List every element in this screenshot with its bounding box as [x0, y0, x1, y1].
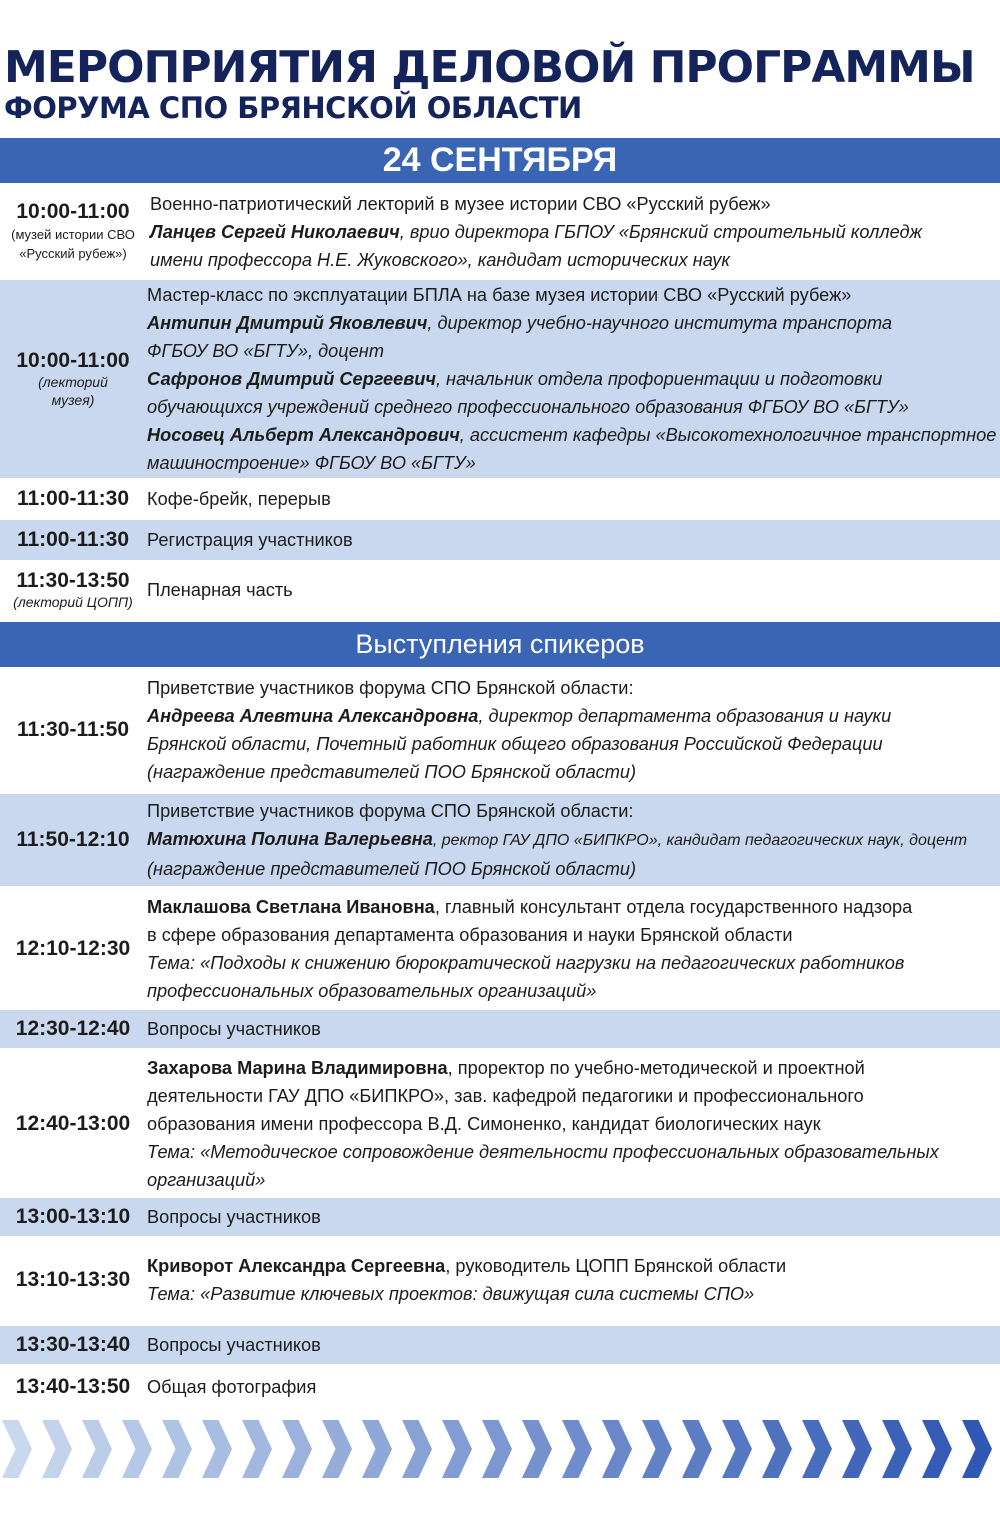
- speaker-line: [150, 218, 998, 246]
- speaker-role: , проректор по учебно-методической и проектной: [447, 1058, 865, 1078]
- event-content: [147, 670, 998, 790]
- speaker-role-cont: обучающихся учреждений среднего профессионального образования ФГБОУ ВО «БГТУ»: [147, 397, 909, 417]
- event-content: [147, 1198, 998, 1236]
- page-title: МЕРОПРИЯТИЯ ДЕЛОВОЙ ПРОГРАММЫ: [4, 42, 975, 93]
- time-range: 11:30-13:50: [16, 569, 130, 592]
- schedule-row: [0, 520, 1000, 560]
- speaker-role: , руководитель ЦОПП Брянской области: [445, 1256, 787, 1276]
- event-content: [147, 1010, 998, 1048]
- speaker-role-cont: образования имени профессора В.Д. Симоненко, кандидат биологических наук: [147, 1114, 821, 1134]
- time-range: 12:10-12:30: [15, 937, 131, 960]
- speaker-line: [147, 825, 998, 855]
- chevron-shape: [842, 1420, 872, 1478]
- chevron-shape: [122, 1420, 152, 1478]
- speaker-role: , врио директора ГБПОУ «Брянский строительный колледж: [399, 222, 923, 242]
- speaker-role-cont: машиностроение» ФГБОУ ВО «БГТУ»: [147, 453, 476, 473]
- speaker-name: Захарова Марина Владимировна: [147, 1058, 448, 1078]
- schedule-row: [0, 480, 1000, 518]
- page-subtitle: ФОРУМА СПО БРЯНСКОЙ ОБЛАСТИ: [4, 91, 582, 125]
- chevron-shape: [762, 1420, 792, 1478]
- chevron-shape: [162, 1420, 192, 1478]
- event-content: [147, 562, 998, 618]
- event-content: [147, 280, 998, 478]
- date-band: 24 СЕНТЯБРЯ: [0, 138, 1000, 183]
- time-cell: [0, 1052, 146, 1196]
- schedule-row: [0, 794, 1000, 886]
- talk-topic: Тема: «Развитие ключевых проектов: движущая сила системы СПО»: [147, 1284, 755, 1304]
- decorative-chevron-strip: [0, 1418, 1000, 1480]
- event-title: Вопросы участников: [147, 1207, 321, 1227]
- speaker-role: , главный консультант отдела государственного надзора: [434, 897, 913, 917]
- speaker-line: [147, 365, 998, 393]
- schedule-row: [0, 670, 1000, 790]
- talk-topic: Тема: «Подходы к снижению бюрократической нагрузки на педагогических работников: [147, 953, 905, 973]
- chevron-shape: [242, 1420, 272, 1478]
- time-cell: [0, 480, 146, 518]
- time-cell: [0, 890, 146, 1008]
- time-cell: [0, 1246, 146, 1314]
- event-content: [147, 1326, 998, 1364]
- speaker-role: , директор департамента образования и науки: [478, 706, 892, 726]
- chevron-shape: [522, 1420, 552, 1478]
- chevron-shape: [42, 1420, 72, 1478]
- chevron-shape: [202, 1420, 232, 1478]
- chevron-shape: [402, 1420, 432, 1478]
- schedule-row: [0, 1010, 1000, 1048]
- speaker-name: Носовец Альберт Александрович: [147, 425, 460, 445]
- schedule-row: [0, 890, 1000, 1008]
- speaker-name: Антипин Дмитрий Яковлевич: [147, 313, 428, 333]
- schedule-row: [0, 1052, 1000, 1196]
- time-cell: [0, 186, 146, 278]
- chevron-shape: [802, 1420, 832, 1478]
- event-title: Пленарная часть: [147, 580, 293, 600]
- speaker-role: , ректор ГАУ ДПО «БИПКРО», кандидат педагогических наук, доцент: [432, 832, 968, 849]
- event-content: [150, 186, 998, 278]
- chevron-shape: [562, 1420, 592, 1478]
- talk-topic-cont: профессиональных образовательных организаций»: [147, 981, 597, 1001]
- speaker-role: , начальник отдела профориентации и подготовки: [435, 369, 883, 389]
- time-cell: [0, 520, 146, 560]
- time-range: 13:40-13:50: [15, 1375, 131, 1398]
- speaker-role: , директор учебно-научного института транспорта: [427, 313, 893, 333]
- event-content: [147, 794, 998, 886]
- time-range: 13:10-13:30: [15, 1268, 131, 1291]
- speaker-name: Матюхина Полина Валерьевна: [147, 829, 433, 849]
- chevron-shape: [642, 1420, 672, 1478]
- chevron-shape: [2, 1420, 32, 1478]
- event-content: [147, 1052, 998, 1196]
- schedule-row: [0, 280, 1000, 478]
- speaker-role: , ассистент кафедры «Высокотехнологичное транспортное: [459, 425, 997, 445]
- speaker-role-cont: в сфере образования департамента образования и науки Брянской области: [147, 925, 793, 945]
- time-range: 12:30-12:40: [15, 1017, 131, 1040]
- time-range: 12:40-13:00: [15, 1112, 131, 1135]
- chevron-shape: [442, 1420, 472, 1478]
- time-range: 10:00-11:00: [16, 200, 130, 223]
- time-cell: [0, 1010, 146, 1048]
- schedule-row: [0, 1246, 1000, 1314]
- speakers-band: Выступления спикеров: [0, 622, 1000, 667]
- speaker-role-cont: Брянской области, Почетный работник общего образования Российской Федерации: [147, 734, 883, 754]
- event-title: Вопросы участников: [147, 1019, 321, 1039]
- event-content: [147, 1368, 998, 1406]
- time-cell: [0, 670, 146, 790]
- time-cell: [0, 1326, 146, 1364]
- schedule-row: [0, 1326, 1000, 1364]
- speaker-line: [147, 702, 998, 730]
- speaker-line: [147, 1054, 998, 1082]
- talk-topic-cont: организаций»: [147, 1170, 266, 1190]
- time-range: 11:00-11:30: [16, 487, 130, 510]
- speaker-line: [147, 893, 998, 921]
- speaker-name: Ланцев Сергей Николаевич: [150, 222, 400, 242]
- time-cell: [0, 562, 146, 618]
- location: «Русский рубеж»): [19, 246, 127, 261]
- location: (лекторий ЦОПП): [13, 594, 133, 610]
- time-range: 11:30-11:50: [16, 718, 130, 741]
- event-title: Вопросы участников: [147, 1335, 321, 1355]
- event-title: Кофе-брейк, перерыв: [147, 489, 331, 509]
- speaker-line: [147, 1252, 998, 1280]
- schedule-row: [0, 186, 1000, 278]
- chevron-shape: [682, 1420, 712, 1478]
- chevron-shape: [722, 1420, 752, 1478]
- event-title: Приветствие участников форума СПО Брянской области:: [147, 678, 634, 698]
- chevron-shape: [482, 1420, 512, 1478]
- time-cell: [0, 794, 146, 886]
- event-content: [147, 890, 998, 1008]
- chevron-shape: [882, 1420, 912, 1478]
- event-title: Мастер-класс по эксплуатации БПЛА на базе музея истории СВО «Русский рубеж»: [147, 285, 852, 305]
- location: (музей истории СВО: [11, 227, 135, 242]
- time-range: 13:00-13:10: [15, 1205, 131, 1228]
- speaker-name: Сафронов Дмитрий Сергеевич: [147, 369, 436, 389]
- award-note: (награждение представителей ПОО Брянской области): [147, 859, 637, 879]
- time-range: 10:00-11:00: [16, 349, 130, 372]
- speaker-role-cont: ФГБОУ ВО «БГТУ», доцент: [147, 341, 384, 361]
- chevron-shape: [362, 1420, 392, 1478]
- speaker-name: Маклашова Светлана Ивановна: [147, 897, 435, 917]
- speaker-name: Криворот Александра Сергеевна: [147, 1256, 446, 1276]
- speaker-name: Андреева Алевтина Александровна: [147, 706, 479, 726]
- talk-topic: Тема: «Методическое сопровождение деятельности профессиональных образовательных: [147, 1142, 939, 1162]
- speaker-role-cont: деятельности ГАУ ДПО «БИПКРО», зав. кафедрой педагогики и профессионального: [147, 1086, 864, 1106]
- time-cell: [0, 1198, 146, 1236]
- speaker-line: [147, 309, 998, 337]
- chevron-shape: [962, 1420, 992, 1478]
- time-cell: [0, 1368, 146, 1406]
- schedule-row: [0, 1198, 1000, 1236]
- time-cell: [0, 280, 146, 478]
- chevron-shape: [602, 1420, 632, 1478]
- time-range: 13:30-13:40: [15, 1333, 131, 1356]
- award-note: (награждение представителей ПОО Брянской области): [147, 762, 637, 782]
- event-content: [147, 520, 998, 560]
- time-range: 11:50-12:10: [16, 828, 130, 851]
- event-content: [147, 1246, 998, 1314]
- chevron-shape: [82, 1420, 112, 1478]
- event-title: Военно-патриотический лекторий в музее истории СВО «Русский рубеж»: [150, 194, 771, 214]
- event-title: Общая фотография: [147, 1377, 317, 1397]
- time-range: 11:00-11:30: [16, 528, 130, 551]
- schedule-row: [0, 1368, 1000, 1406]
- event-title: Приветствие участников форума СПО Брянской области:: [147, 801, 634, 821]
- event-title: Регистрация участников: [147, 530, 353, 550]
- location: (лекторий: [38, 374, 108, 390]
- location: музея): [51, 392, 95, 408]
- event-content: [147, 480, 998, 518]
- chevron-shape: [282, 1420, 312, 1478]
- chevron-shape: [922, 1420, 952, 1478]
- chevron-shape: [322, 1420, 352, 1478]
- speaker-line: [147, 421, 998, 449]
- schedule-row: [0, 562, 1000, 618]
- speaker-role-cont: имени профессора Н.Е. Жуковского», кандидат исторических наук: [150, 250, 730, 270]
